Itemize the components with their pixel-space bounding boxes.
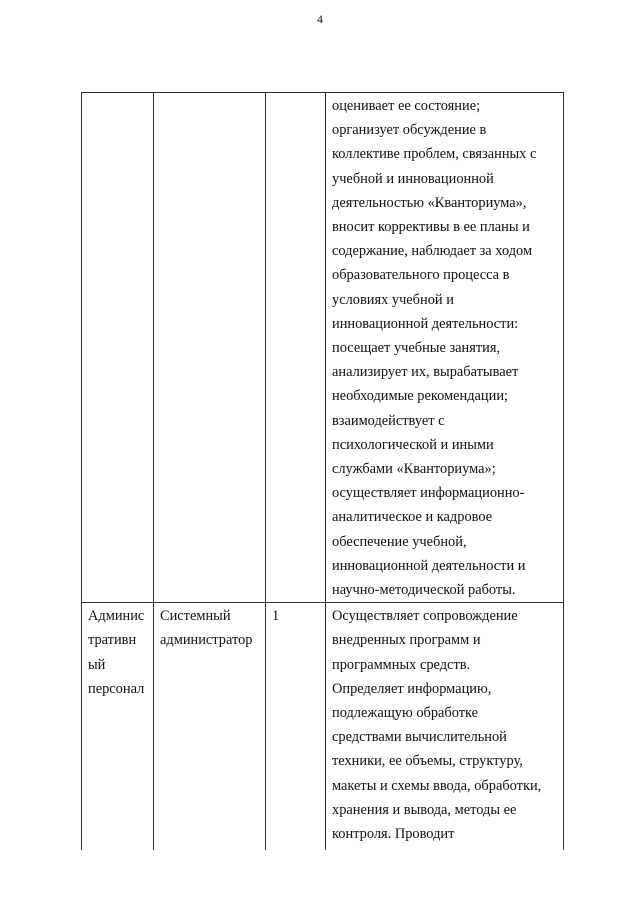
text-line: техники, ее объемы, структуру, <box>332 753 523 770</box>
text-line: программных средств. <box>332 656 471 673</box>
table-row <box>82 603 564 851</box>
text-line: макеты и схемы ввода, обработки, <box>332 777 542 794</box>
text-line: инновационной деятельности: <box>332 315 519 332</box>
text-line: посещает учебные занятия, <box>332 340 501 357</box>
text-line: службами «Кванториума»; <box>332 461 496 478</box>
text-line: необходимые рекомендации; <box>332 388 509 405</box>
text-line: средствами вычислительной <box>332 729 507 746</box>
category-cell <box>82 603 154 851</box>
text-line: осуществляет информационно- <box>332 485 525 502</box>
text-line: хранения и вывода, методы ее <box>332 801 517 818</box>
text-line: Определяет информацию, <box>332 680 492 697</box>
text-line: коллективе проблем, связанных с <box>332 146 537 163</box>
text-line: организует обсуждение в <box>332 122 487 139</box>
position-cell <box>154 603 266 851</box>
position-cell <box>154 93 266 603</box>
text-line: аналитическое и кадровое <box>332 509 493 526</box>
count-cell <box>266 93 326 603</box>
text-line: оценивает ее состояние; <box>332 98 481 114</box>
text-line: психологической и иными <box>332 436 494 453</box>
description-cell <box>326 603 564 851</box>
text-line: внедренных программ и <box>332 632 481 649</box>
text-line: содержание, наблюдает за ходом <box>332 243 533 260</box>
text-line: взаимодействует с <box>332 412 445 429</box>
text-line: ый <box>88 656 106 673</box>
text-line: Системный <box>160 608 231 625</box>
page-number: 4 <box>317 12 323 26</box>
text-line: образовательного процесса в <box>332 267 510 284</box>
text-line: условиях учебной и <box>332 291 454 308</box>
text-line: персонал <box>88 680 145 697</box>
text-line: учебной и инновационной <box>332 170 494 187</box>
category-cell <box>82 93 154 603</box>
text-line: обеспечение учебной, <box>332 533 467 550</box>
text-line: научно-методической работы. <box>332 582 516 599</box>
text-line: Админис <box>88 608 145 625</box>
staff-duties-table <box>81 92 564 850</box>
text-line: анализирует их, вырабатывает <box>332 364 519 381</box>
text-line: подлежащую обработке <box>332 705 479 722</box>
text-line: Осуществляет сопровождение <box>332 608 518 625</box>
text-line: контроля. Проводит <box>332 826 455 843</box>
table-row <box>82 93 564 603</box>
description-cell <box>326 93 564 603</box>
text-line: тративн <box>88 632 137 649</box>
text-line: деятельностью «Кванториума», <box>332 194 527 211</box>
text-line: администратор <box>160 632 253 649</box>
count-cell: 1 <box>266 603 326 851</box>
text-line: инновационной деятельности и <box>332 557 526 574</box>
text-line: вносит коррективы в ее планы и <box>332 219 530 236</box>
